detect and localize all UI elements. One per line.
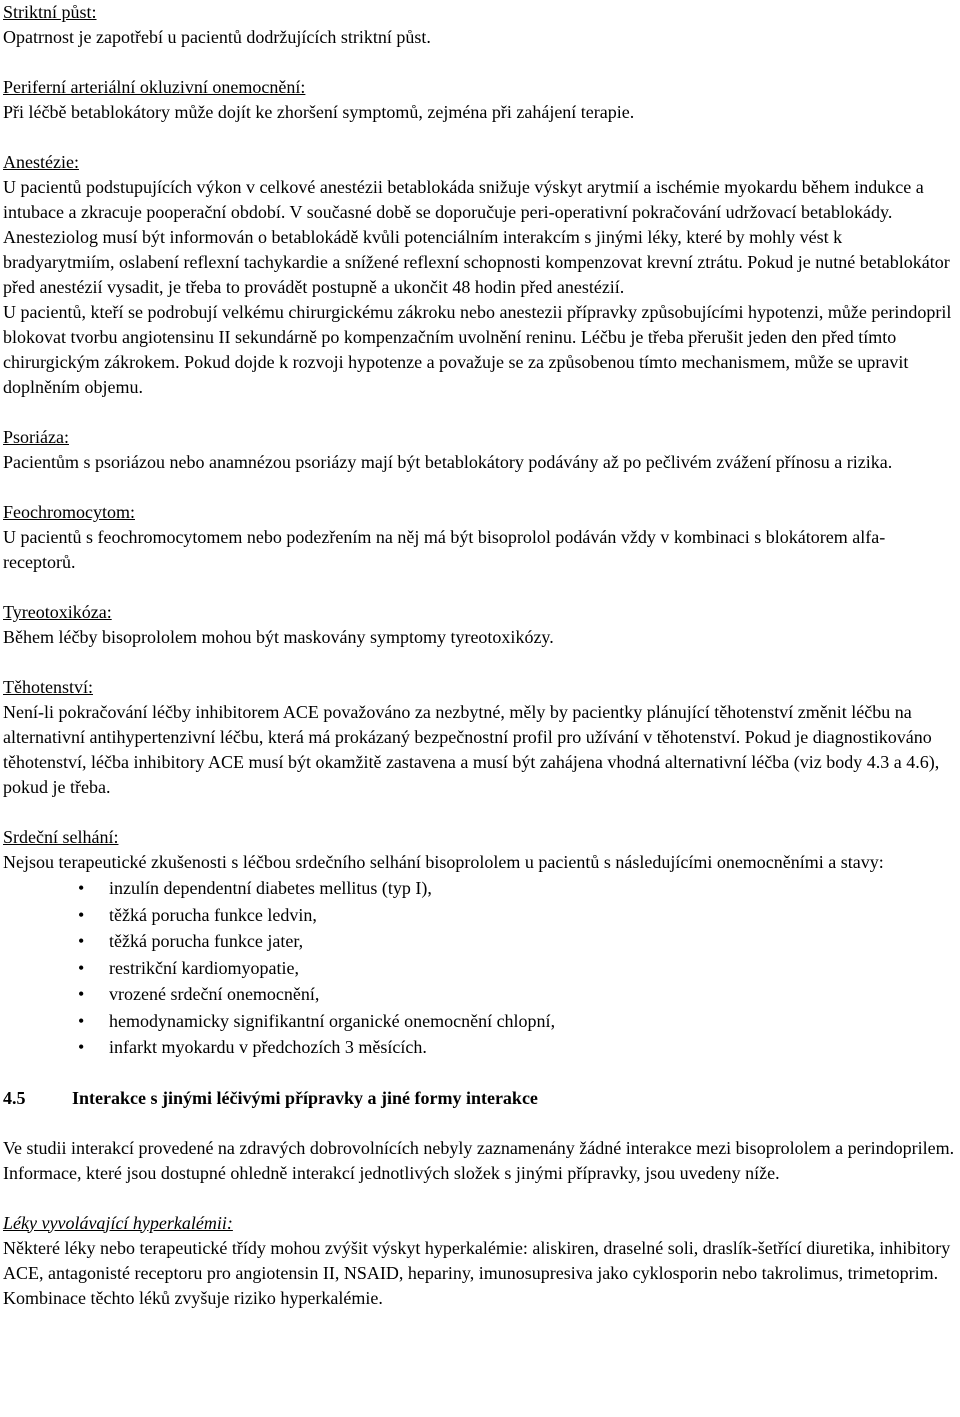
bullet-icon: • <box>78 1010 85 1031</box>
section-peripheral-arterial <box>3 75 957 125</box>
list-item <box>3 928 957 955</box>
section-body: Není-li pokračování léčby inhibitorem ACE považováno za nezbytné, měly by pacientky plánující těhotenství změnit léčbu na alternativní antihypertenzivní léčbu, která má prokázaný bezpečnostní profil pro užívání v těhotenství. Pokud je diagnostikováno těhotenství, léčba inhibitory ACE musí být okamžitě zastavena a musí být zahájena vhodná alternativní léčba (viz body 4.3 a 4.6), pokud je třeba. <box>3 702 940 797</box>
list-item-text: těžká porucha funkce jater, <box>109 931 304 951</box>
list-item-text: restrikční kardiomyopatie, <box>109 957 299 978</box>
section-number: 4.5 <box>3 1087 26 1108</box>
section-body: Ve studii interakcí provedené na zdravých dobrovolnících nebyly zaznamenány žádné interakce mezi bisoprololem a perindoprilem. Informace, které jsou dostupné ohledně interakcí jednotlivých složek s jinými přípravky, jsou uvedeny níže. <box>3 1137 955 1183</box>
section-heart-failure <box>3 825 957 1061</box>
section-anesthesia <box>3 150 957 400</box>
section-heading: Striktní půst: <box>3 2 97 22</box>
section-body: Během léčby bisoprololem mohou být maskovány symptomy tyreotoxikózy. <box>3 627 554 647</box>
section-heading: Anestézie: <box>3 152 79 172</box>
list-item <box>3 902 957 929</box>
section-body: Při léčbě betablokátory může dojít ke zhoršení symptomů, zejména při zahájení terapie. <box>3 102 635 122</box>
section-heading: Feochromocytom: <box>3 502 135 522</box>
section-body: Nejsou terapeutické zkušenosti s léčbou srdečního selhání bisoprololem u pacientů s následujícími onemocněními a stavy: <box>3 852 884 872</box>
section-body: U pacientů s feochromocytomem nebo podezřením na něj má být bisoprolol podáván vždy v kombinaci s blokátorem alfa-receptorů. <box>3 527 886 572</box>
list-item-text: těžká porucha funkce ledvin, <box>109 904 317 925</box>
section-heading: Léky vyvolávající hyperkalémii: <box>3 1212 233 1233</box>
list-item <box>3 1008 957 1035</box>
bullet-icon: • <box>78 931 85 951</box>
section-heading: Periferní arteriální okluzivní onemocnění: <box>3 77 306 97</box>
list-item <box>3 1034 957 1061</box>
section-body: Pacientům s psoriázou nebo anamnézou psoriázy mají být betablokátory podávány až po pečlivém zvážení přínosu a rizika. <box>3 452 893 472</box>
section-strict-fasting <box>3 0 957 50</box>
section-hyperkalemia <box>3 1211 957 1311</box>
section-body-continued: U pacientů, kteří se podrobují velkému chirurgickému zákroku nebo anestezii přípravky způsobujícími hypotenzi, může perindopril blokovat tvorbu angiotensinu II sekundárně po kompenzačním uvolnění reninu. Léčbu je třeba přerušit jeden den před tímto chirurgickým zákrokem. Pokud dojde k rozvoji hypotenze a považuje se za způsobenou tímto mechanismem, může se upravit doplněním objemu. <box>3 302 952 397</box>
list-item-text: hemodynamicky signifikantní organické onemocnění chlopní, <box>109 1010 556 1031</box>
document-page <box>3 0 957 1336</box>
list-item-text: infarkt myokardu v předchozích 3 měsících. <box>109 1037 427 1057</box>
section-heading: Psoriáza: <box>3 427 69 447</box>
section-psoriasis <box>3 425 957 475</box>
section-title: Interakce s jinými léčivými přípravky a jiné formy interakce <box>72 1087 538 1108</box>
bullet-list <box>3 875 957 1061</box>
section-heading: Srdeční selhání: <box>3 827 119 847</box>
section-heading: Tyreotoxikóza: <box>3 602 112 622</box>
section-interactions-intro <box>3 1136 957 1186</box>
bullet-icon: • <box>78 904 85 925</box>
list-item <box>3 875 957 902</box>
section-thyrotoxicosis <box>3 600 957 650</box>
section-body: U pacientů podstupujících výkon v celkové anestézii betablokáda snižuje výskyt arytmií a ischémie myokardu během indukce a intubace a zkracuje pooperační období. V současné době se doporučuje peri-operativní pokračování udržovací betablokády. Anesteziolog musí být informován o betablokádě kvůli potenciálním interakcím s jinými léky, které by mohly vést k bradyarytmiím, oslabení reflexní tachykardie a snížené reflexní schopnosti kompenzovat krevní ztrátu. Pokud je nutné betablokátor před anestézií vysadit, je třeba to provádět postupně a ukončit 48 hodin před anestézií. <box>3 177 950 297</box>
list-item <box>3 981 957 1008</box>
bullet-icon: • <box>78 878 85 898</box>
list-item-text: vrozené srdeční onemocnění, <box>109 984 320 1004</box>
section-pheochromocytoma <box>3 500 957 575</box>
list-item-text: inzulín dependentní diabetes mellitus (typ I), <box>109 878 432 898</box>
bullet-icon: • <box>78 984 85 1004</box>
section-body: Některé léky nebo terapeutické třídy mohou zvýšit výskyt hyperkalémie: aliskiren, draselné soli, draslík-šetřící diuretika, inhibitory ACE, antagonisté receptoru pro angiotensin II, NSAID, hepariny, imunosupresiva jako cyklosporin nebo takrolimus, trimetoprim. Kombinace těchto léků zvyšuje riziko hyperkalémie. <box>3 1237 951 1308</box>
section-body: Opatrnost je zapotřebí u pacientů dodržujících striktní půst. <box>3 27 431 47</box>
list-item <box>3 955 957 982</box>
section-4-5-heading <box>3 1086 957 1111</box>
section-heading: Těhotenství: <box>3 677 93 697</box>
bullet-icon: • <box>78 957 85 978</box>
section-pregnancy <box>3 675 957 800</box>
bullet-icon: • <box>78 1037 85 1057</box>
